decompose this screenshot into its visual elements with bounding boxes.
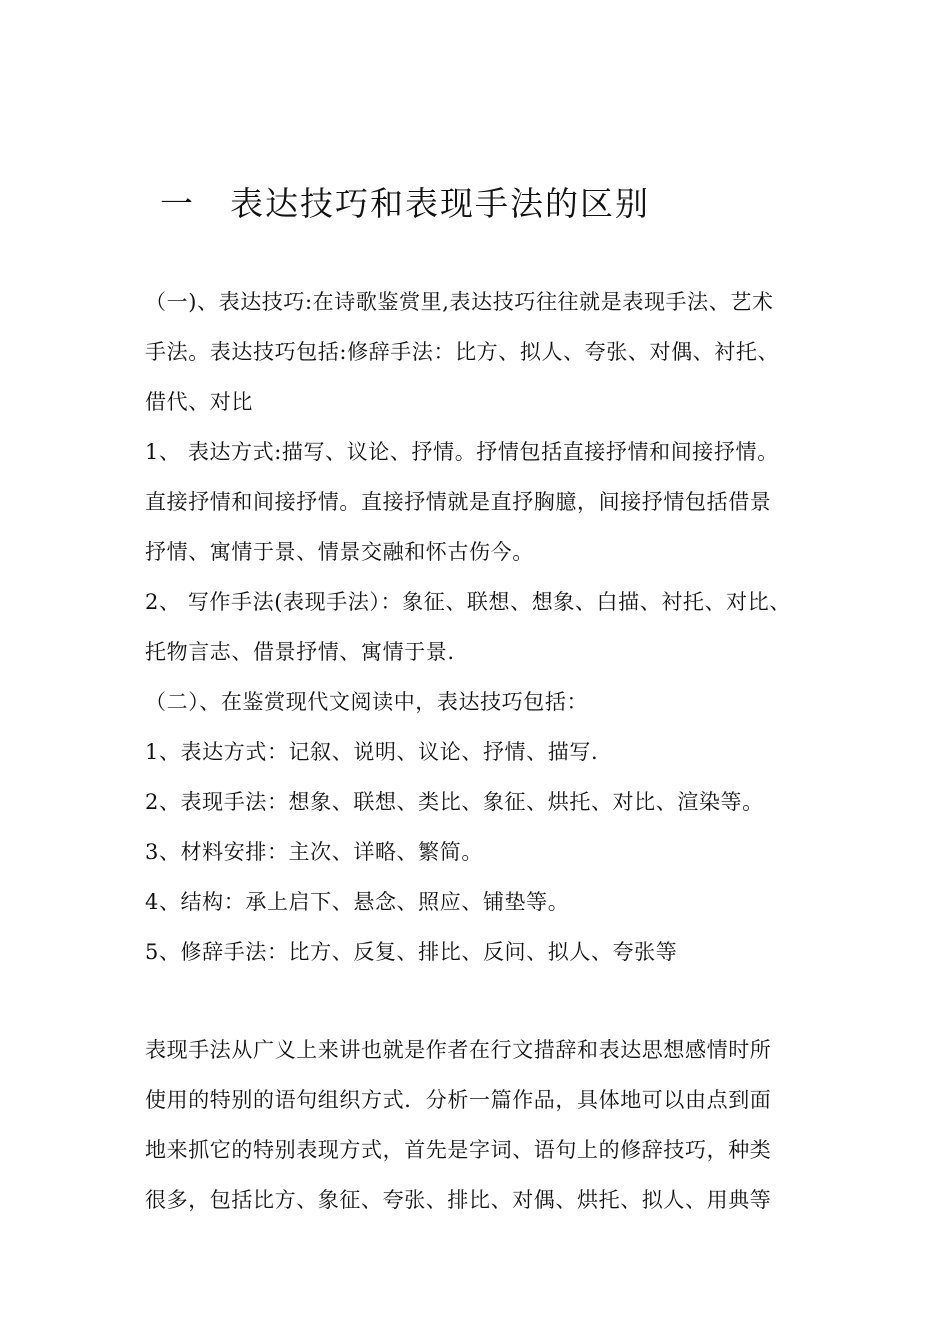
section-number: 一	[160, 184, 195, 223]
paragraph-line: 抒情、寓情于景、情景交融和怀古伤今。	[145, 540, 534, 564]
list-item: 2、表现手法：想象、联想、类比、象征、烘托、对比、渲染等。	[145, 790, 764, 814]
list-item: 5、修辞手法：比方、反复、排比、反问、拟人、夸张等	[145, 940, 678, 964]
paragraph-line: 手法。表达技巧包括:修辞手法：比方、拟人、夸张、对偶、衬托、	[145, 340, 780, 364]
list-item: 1、表达方式：记叙、说明、议论、抒情、描写.	[145, 740, 599, 764]
list-item: 3、材料安排：主次、详略、繁简。	[145, 840, 483, 864]
list-item: 2、 写作手法(表现手法）：象征、联想、想象、白描、衬托、对比、	[145, 590, 791, 614]
section-heading: 表达技巧和表现手法的区别	[230, 184, 650, 223]
paragraph-line: 使用的特别的语句组织方式．分析一篇作品，具体地可以由点到面	[145, 1088, 772, 1112]
page-title	[160, 178, 650, 225]
paragraph-line: 借代、对比	[145, 390, 253, 414]
paragraph-line: 很多，包括比方、象征、夸张、排比、对偶、烘托、拟人、用典等	[145, 1188, 772, 1212]
paragraph-line: 直接抒情和间接抒情。直接抒情就是直抒胸臆，间接抒情包括借景	[145, 490, 772, 514]
paragraph-line: 托物言志、借景抒情、寓情于景.	[145, 640, 455, 664]
list-item: 4、结构：承上启下、悬念、照应、铺垫等。	[145, 890, 570, 914]
subsection-heading: （二）、在鉴赏现代文阅读中，表达技巧包括：	[145, 690, 589, 714]
paragraph-line: 地来抓它的特别表现方式，首先是字词、语句上的修辞技巧，种类	[145, 1138, 772, 1162]
paragraph-line: 表现手法从广义上来讲也就是作者在行文措辞和表达思想感情时所	[145, 1038, 772, 1062]
paragraph-line: （一)、表达技巧:在诗歌鉴赏里,表达技巧往往就是表现手法、艺术	[145, 290, 774, 314]
list-item: 1、 表达方式:描写、议论、抒情。抒情包括直接抒情和间接抒情。	[145, 440, 779, 464]
